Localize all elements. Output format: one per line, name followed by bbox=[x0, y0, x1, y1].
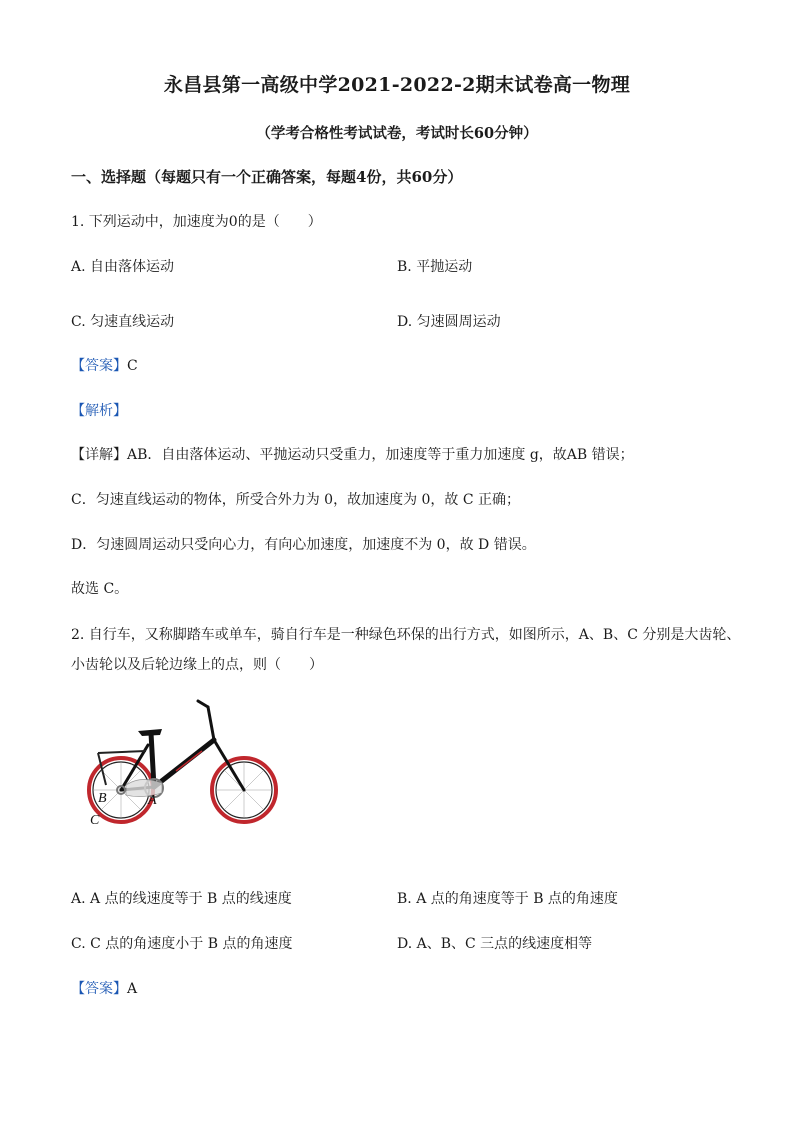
q2-option-c: C. C 点的角速度小于 B 点的角速度 bbox=[71, 936, 293, 952]
q2-option-b: B. A 点的角速度等于 B 点的角速度 bbox=[397, 891, 618, 907]
q2-answer bbox=[71, 978, 137, 998]
q2-option-a: A. A 点的线速度等于 B 点的线速度 bbox=[71, 891, 292, 907]
saddle bbox=[138, 729, 162, 736]
q1-detail-1 bbox=[71, 444, 634, 464]
q2-option-d: D. A、B、C 三点的线速度相等 bbox=[397, 936, 593, 952]
q1-analysis-tag: 【解析】 bbox=[71, 403, 127, 419]
q1-stem: 1. 下列运动中，加速度为0的是（ ） bbox=[71, 214, 322, 230]
label-c: C bbox=[90, 813, 100, 828]
answer-value: A bbox=[127, 981, 138, 997]
label-b: B bbox=[98, 791, 107, 806]
detail-text: AB．自由落体运动、平抛运动只受重力，加速度等于重力加速度 g，故AB 错误； bbox=[127, 447, 634, 463]
q1-detail-2: C．匀速直线运动的物体，所受合外力为 0，故加速度为 0，故 C 正确； bbox=[71, 492, 521, 508]
q1-option-b: B. 平抛运动 bbox=[397, 259, 473, 275]
label-a: A bbox=[148, 793, 157, 808]
answer-tag: 【答案】 bbox=[71, 981, 127, 997]
answer-value: C bbox=[127, 358, 138, 374]
q1-conclusion: 故选 C。 bbox=[71, 581, 129, 597]
q1-answer bbox=[71, 355, 138, 375]
q1-detail-3: D．匀速圆周运动只受向心力，有向心加速度，加速度不为 0，故 D 错误。 bbox=[71, 537, 536, 553]
page-subtitle: （学考合格性考试试卷，考试时长60分钟） bbox=[256, 125, 538, 142]
q1-option-a: A. 自由落体运动 bbox=[71, 259, 175, 275]
q2-stem-line1: 2. 自行车，又称脚踏车或单车，骑自行车是一种绿色环保的出行方式，如图所示，A、B、C 分别是大齿轮、 bbox=[71, 627, 741, 643]
answer-tag: 【答案】 bbox=[71, 358, 127, 374]
page-title: 永昌县第一高级中学2021-2022-2期末试卷高一物理 bbox=[163, 74, 631, 96]
bicycle-figure bbox=[76, 695, 286, 830]
q2-stem-line2: 小齿轮以及后轮边缘上的点，则（ ） bbox=[71, 657, 323, 673]
q1-option-d: D. 匀速圆周运动 bbox=[397, 314, 501, 330]
detail-tag: 【详解】 bbox=[71, 447, 127, 463]
section-heading: 一、选择题（每题只有一个正确答案，每题4份，共60分） bbox=[71, 168, 463, 186]
q1-option-c: C. 匀速直线运动 bbox=[71, 314, 175, 330]
